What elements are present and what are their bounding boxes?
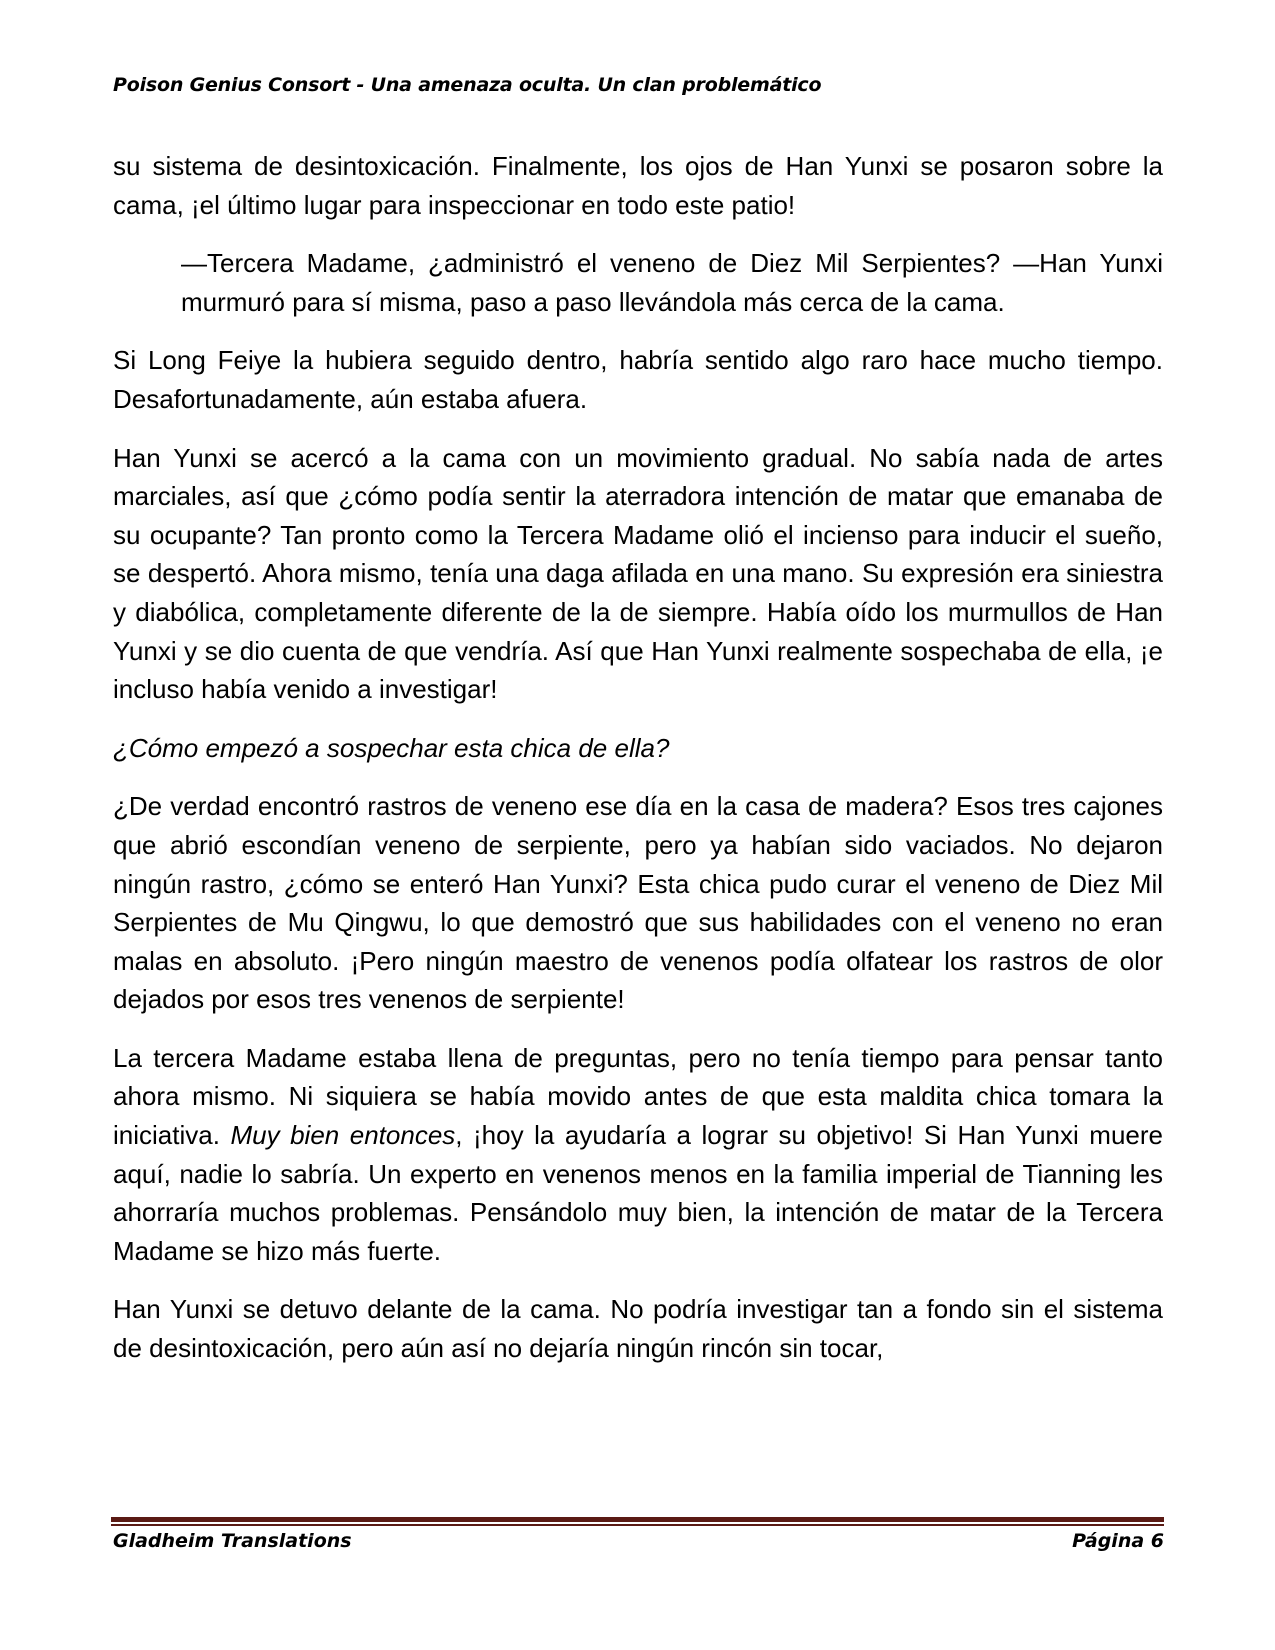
paragraph: su sistema de desintoxicación. Finalmente, los ojos de Han Yunxi se posaron sobre la cama, ¡el último lugar para inspeccionar en todo este patio! bbox=[113, 151, 1163, 220]
paragraph: Si Long Feiye la hubiera seguido dentro, habría sentido algo raro hace mucho tiempo. Desafortunadamente, aún estaba afuera. bbox=[113, 345, 1163, 414]
paragraph: ¿De verdad encontró rastros de veneno ese día en la casa de madera? Esos tres cajones que abrió escondían veneno de serpiente, pero ya habían sido vaciados. No dejaron ningún rastro, ¿cómo se enteró Han Yunxi? Esta chica pudo curar el veneno de Diez Mil Serpientes de Mu Qingwu, lo que demostró que sus habilidades con el veneno no eran malas en absoluto. ¡Pero ningún maestro de venenos podía olfatear los rastros de olor dejados por esos tres venenos de serpiente! bbox=[113, 791, 1163, 1015]
paragraph-text: , ¡hoy la ayudaría a lograr su objetivo! Si Han Yunxi muere aquí, nadie lo sabría. Un experto en venenos menos en la familia imperial de Tianning les ahorraría muchos problemas. Pensándolo muy bien, la intención de matar de la Tercera Madame se hizo más fuerte. bbox=[113, 1120, 1164, 1266]
dialogue-paragraph: —Tercera Madame, ¿administró el veneno de Diez Mil Serpientes? —Han Yunxi murmuró para sí misma, paso a paso llevándola más cerca de la cama. bbox=[181, 248, 1163, 317]
footer-publisher: Gladheim Translations bbox=[113, 1530, 352, 1552]
page-number: Página 6 bbox=[1072, 1530, 1164, 1552]
paragraph: Han Yunxi se detuvo delante de la cama. No podría investigar tan a fondo sin el sistema de desintoxicación, pero aún así no dejaría ningún rincón sin tocar, bbox=[113, 1294, 1163, 1364]
running-header: Poison Genius Consort - Una amenaza oculta. Un clan problemático bbox=[113, 74, 822, 96]
footer-rule-thick bbox=[111, 1517, 1164, 1522]
paragraph bbox=[113, 1039, 1163, 1271]
footer-rule-thin bbox=[111, 1524, 1164, 1526]
emphasis-text: Muy bien entonces bbox=[230, 1120, 456, 1151]
paragraph: Han Yunxi se acercó a la cama con un movimiento gradual. No sabía nada de artes marciales, así que ¿cómo podía sentir la aterradora intención de matar que emanaba de su ocupante? Tan pronto como la Tercera Madame olió el incienso para inducir el sueño, se despertó. Ahora mismo, tenía una daga afilada en una mano. Su expresión era siniestra y diabólica, completamente diferente de la de siempre. Había oído los murmullos de Han Yunxi y se dio cuenta de que vendría. Así que Han Yunxi realmente sospechaba de ella, ¡e incluso había venido a investigar! bbox=[113, 442, 1163, 705]
paragraph-text: La tercera Madame estaba llena de preguntas, pero no tenía tiempo para pensar tanto ahora mismo. Ni siquiera se había movido antes de que esta maldita chica tomara la iniciativa. bbox=[113, 1042, 1163, 1151]
italic-thought: ¿Cómo empezó a sospechar esta chica de ella? bbox=[113, 732, 670, 763]
page-body bbox=[113, 147, 1163, 1388]
